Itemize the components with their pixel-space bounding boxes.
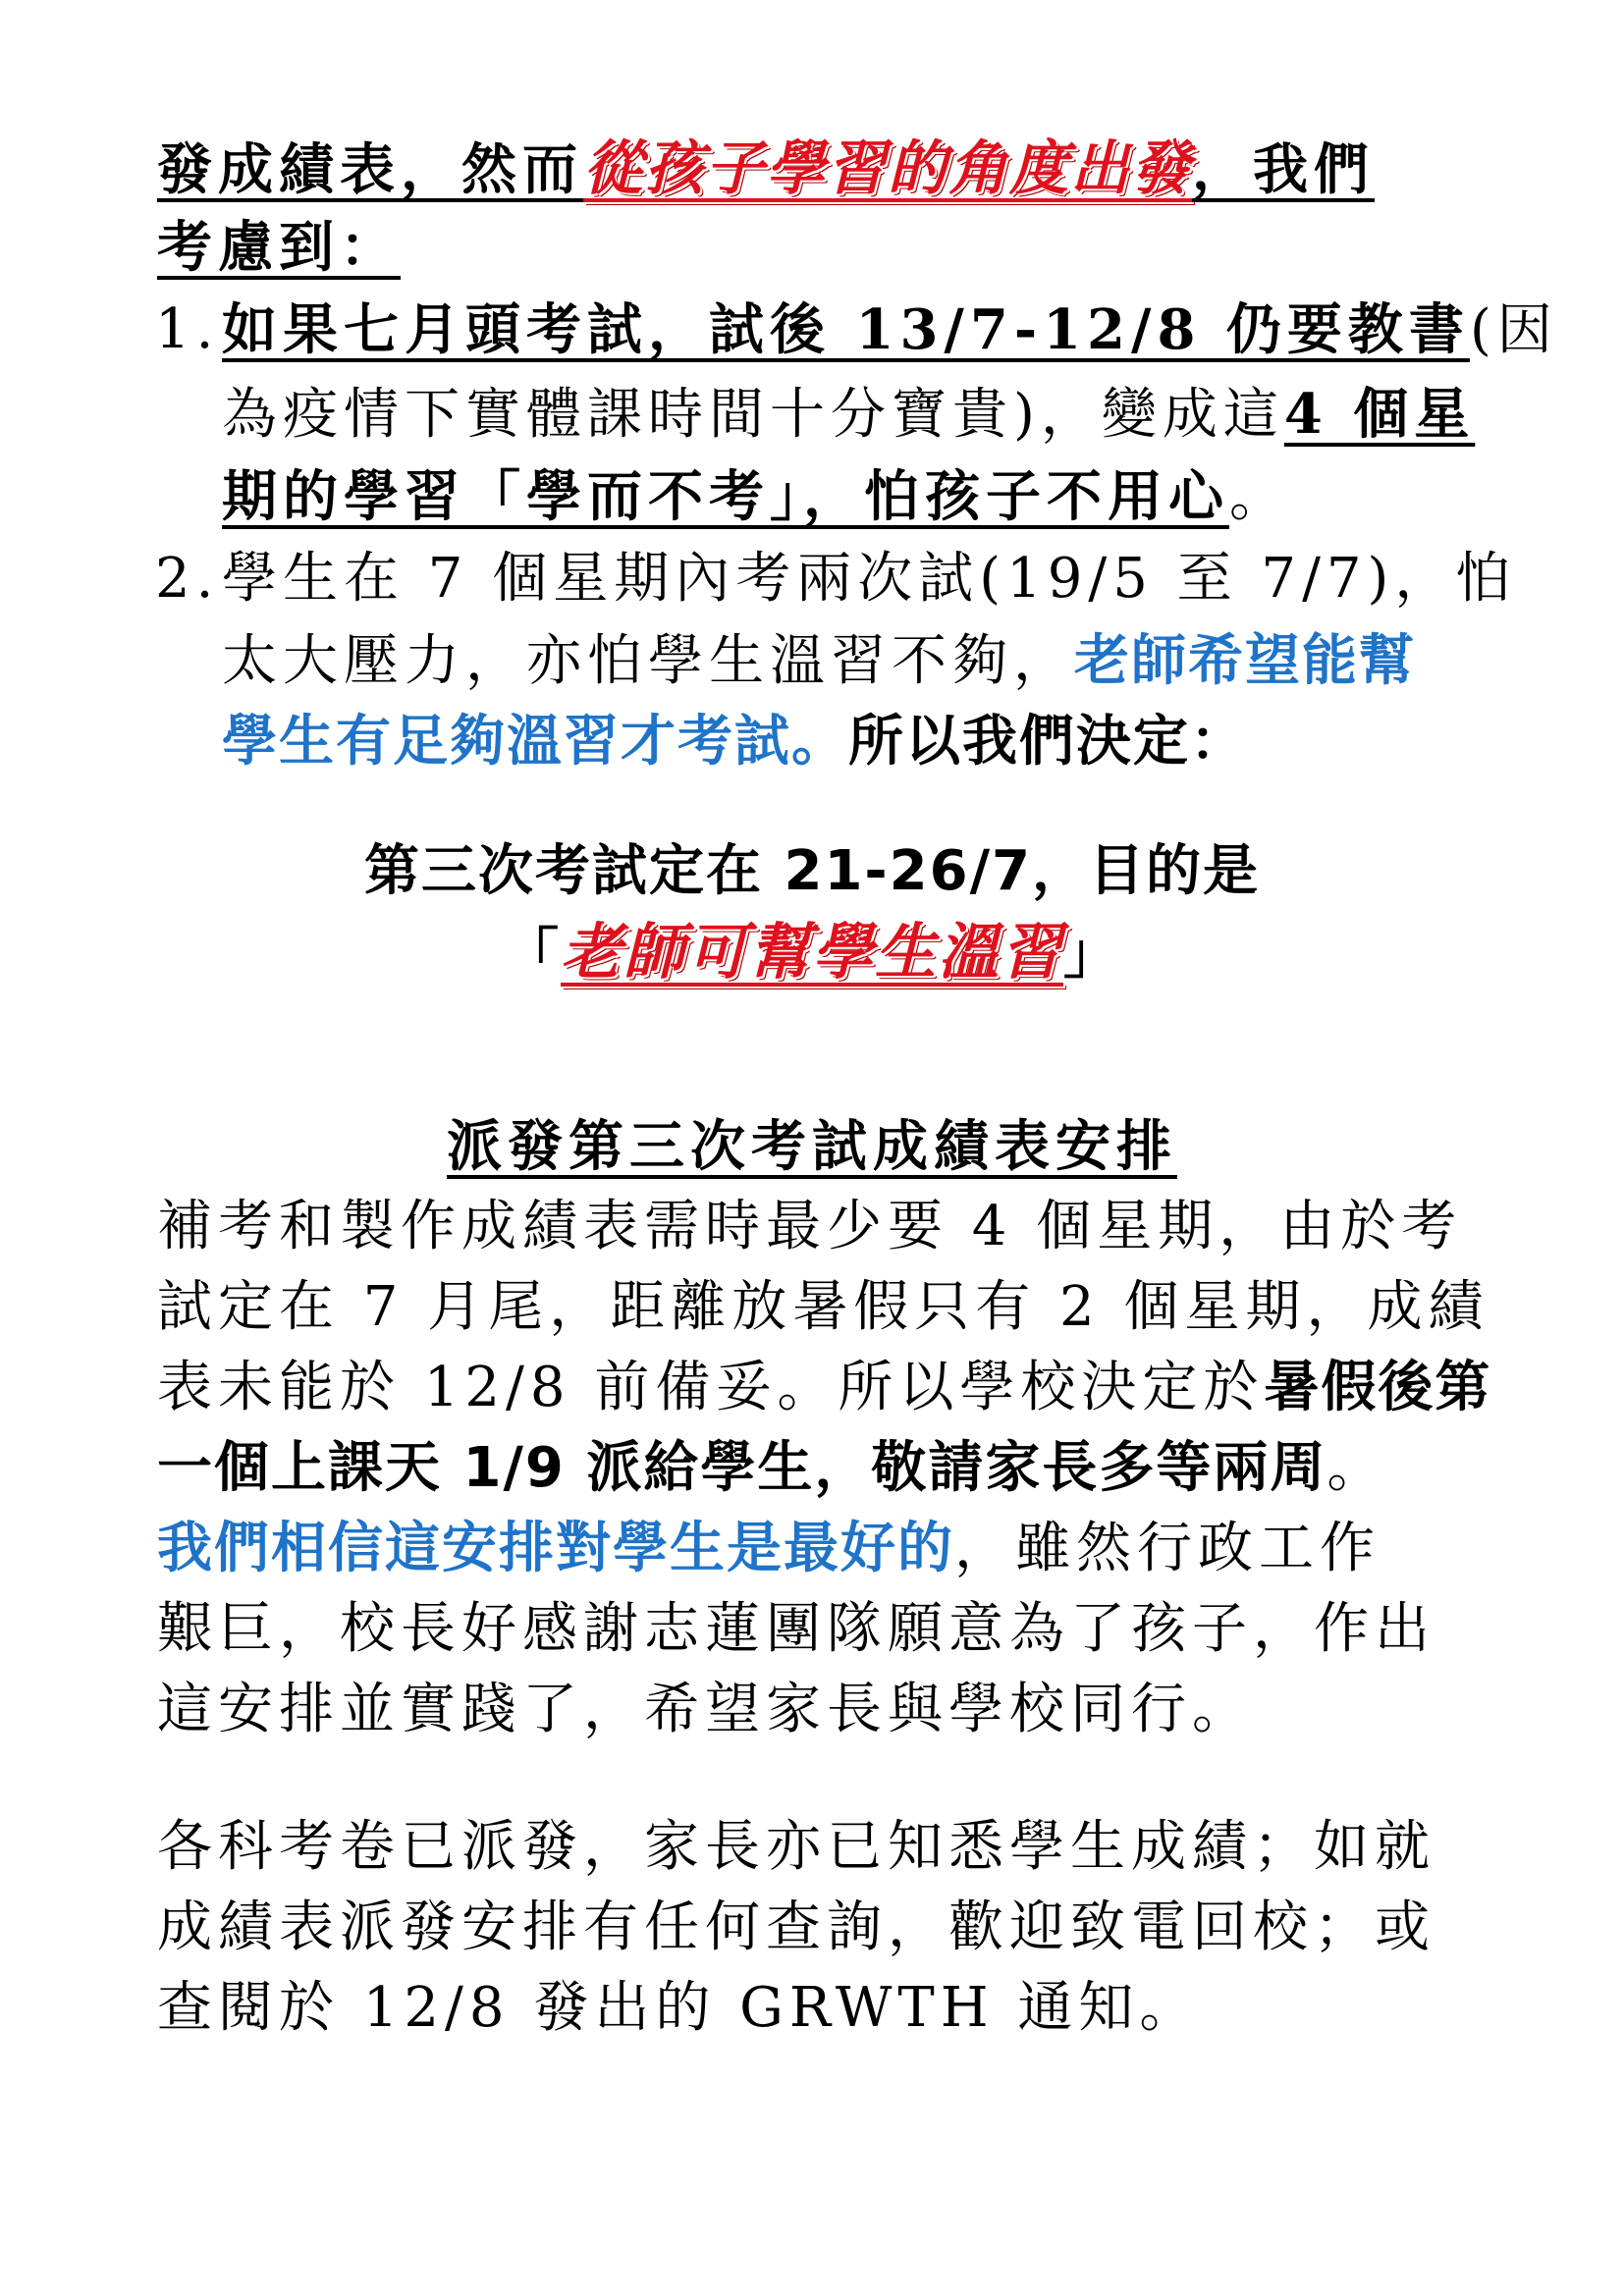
decision-bracket-close: 」 [1063, 923, 1120, 987]
section-text-5: ，雖然行政工作 [954, 1517, 1380, 1580]
section-line-2 [157, 1268, 1489, 1347]
closing-text-3: 查閱於 12/8 發出的 GRWTH 通知。 [157, 1976, 1201, 2040]
point-1-line-2 [222, 375, 1475, 454]
point-2-line-2 [222, 622, 1416, 701]
point-2-highlight: 老師希望能幫 [1074, 629, 1416, 693]
intro-highlight: 從孩子學習的角度出發 [583, 134, 1192, 203]
point-2-line-1 [155, 540, 1517, 618]
point-2-highlight-2: 學生有足夠溫習才考試。 [222, 710, 848, 774]
section-end: 。 [1326, 1436, 1388, 1500]
section-text-7: 這安排並實踐了，希望家長與學校同行。 [157, 1678, 1253, 1741]
section-text-2: 試定在 7 月尾，距離放暑假只有 2 個星期，成績 [157, 1275, 1489, 1339]
closing-line-1 [157, 1808, 1435, 1887]
decision-line-2 [0, 913, 1624, 994]
section-line-5 [157, 1510, 1380, 1588]
closing-text-1: 各科考卷已派發，家長亦已知悉學生成績；如就 [157, 1815, 1435, 1879]
intro-consider: 考慮到： [157, 215, 401, 280]
section-highlight: 我們相信這安排對學生是最好的 [157, 1517, 954, 1580]
point-2-text: 學生在 7 個星期內考兩次試(19/5 至 7/7)，怕 [222, 547, 1517, 611]
point-1-line-3 [222, 457, 1290, 537]
intro-text-end: ，我們 [1192, 137, 1375, 202]
point-2-number: 2. [155, 547, 220, 611]
section-heading: 派發第三次考試成績表安排 [447, 1114, 1177, 1179]
point-1-text: (因 [1469, 298, 1558, 362]
section-emphasis-2: 一個上課天 1/9 派給學生，敬請家長多等兩周 [157, 1436, 1327, 1500]
point-1-emphasis: 如果七月頭考試，試後 13/7-12/8 仍要教書 [222, 297, 1470, 362]
decision-line-1 [0, 832, 1624, 911]
intro-text: 發成績表，然而 [157, 137, 583, 202]
intro-line-1 [157, 130, 1375, 210]
decision-text: 第三次考試定在 21-26/7，目的是 [363, 839, 1260, 903]
section-line-4 [157, 1429, 1387, 1508]
closing-line-3 [157, 1969, 1200, 2048]
point-1-number: 1. [155, 297, 220, 361]
point-1-emphasis-2: 4 個星 [1283, 382, 1476, 447]
point-1-line-1 [155, 291, 1558, 370]
section-line-1 [157, 1188, 1462, 1266]
point-2-text-2: 太大壓力，亦怕學生溫習不夠， [222, 629, 1074, 693]
section-text-1: 補考和製作成績表需時最少要 4 個星期，由於考 [157, 1195, 1463, 1258]
intro-line-2 [157, 208, 401, 288]
section-text-6: 艱巨，校長好感謝志蓮團隊願意為了孩子，作出 [157, 1597, 1435, 1661]
section-line-6 [157, 1590, 1435, 1669]
section-line-7 [157, 1671, 1253, 1749]
section-line-3 [157, 1349, 1491, 1427]
decision-highlight: 老師可幫學生溫習 [560, 916, 1063, 988]
point-1-text-2: 為疫情下實體課時間十分寶貴)，變成這 [222, 383, 1284, 447]
point-2-decision: 所以我們決定： [848, 710, 1247, 774]
decision-bracket-open: 「 [503, 923, 561, 987]
point-1-emphasis-3: 期的學習「學而不考」，怕孩子不用心 [222, 464, 1229, 529]
closing-line-2 [157, 1889, 1435, 1967]
point-2-line-3 [222, 703, 1247, 781]
section-text-3: 表未能於 12/8 前備妥。所以學校決定於 [157, 1356, 1265, 1419]
section-emphasis: 暑假後第 [1264, 1356, 1492, 1419]
point-1-end: 。 [1229, 465, 1290, 529]
section-heading-line [0, 1107, 1624, 1187]
closing-text-2: 成績表派發安排有任何查詢，歡迎致電回校；或 [157, 1896, 1435, 1959]
